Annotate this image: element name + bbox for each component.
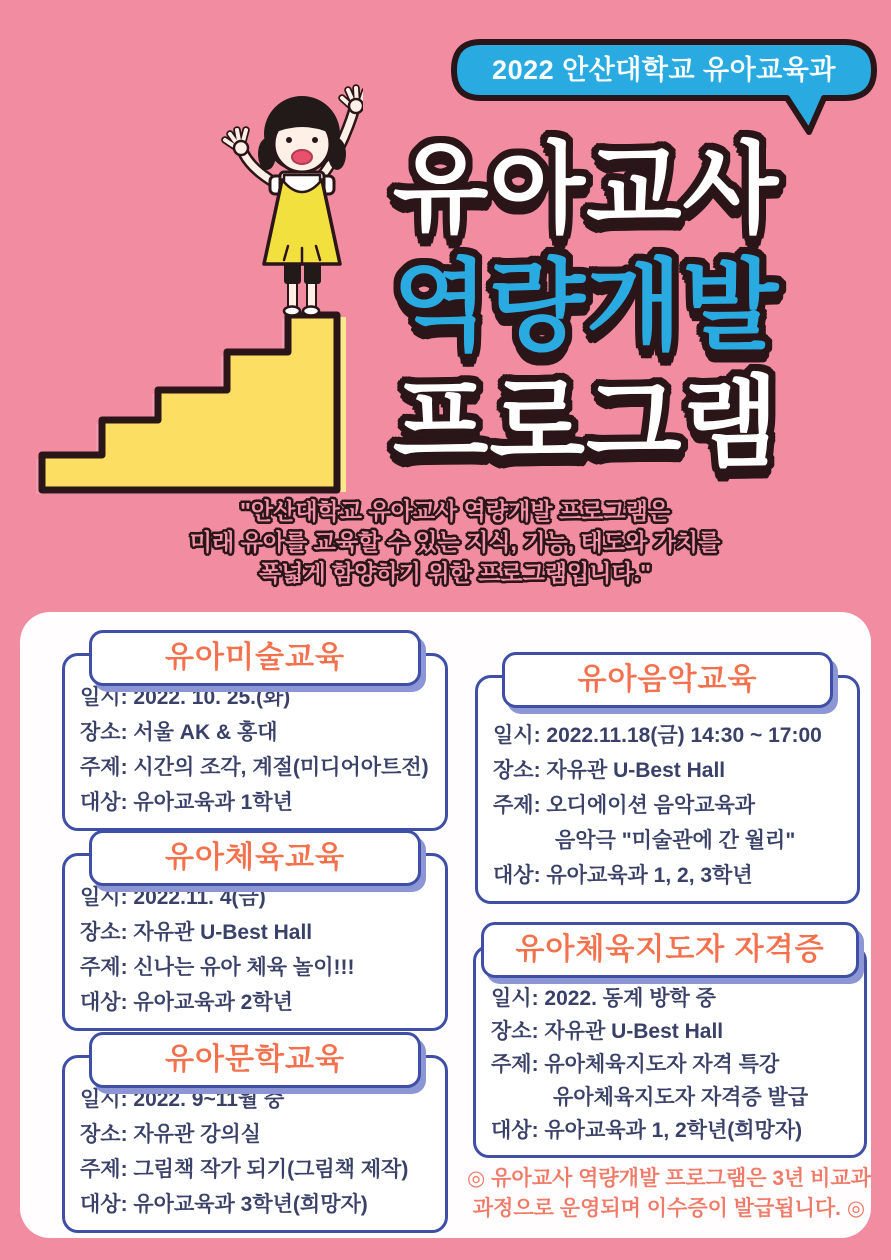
right-hand (342, 88, 363, 113)
badge-label: 2022 안산대학교 유아교육과 (492, 55, 836, 85)
girl-illustration (225, 88, 363, 316)
title-line-3: 프로그램 (392, 367, 780, 478)
card-row-topic: 주제: 오디에이션 음악교육과 (493, 794, 756, 817)
card-art-education (62, 630, 448, 831)
card-title: 유아체육지도자 자격증 (515, 933, 825, 966)
card-row-place: 장소: 자유관 U-Best Hall (491, 1020, 724, 1043)
card-music-education (475, 652, 860, 904)
girl-on-stairs-illustration (18, 78, 363, 503)
card-row-topic-2: 유아체육지도자 자격증 발급 (553, 1086, 809, 1109)
card-physical-education (62, 830, 448, 1031)
card-row-target: 대상: 유아교육과 1, 2학년(희망자) (491, 1119, 803, 1142)
card-row-place: 장소: 자유관 강의실 (80, 1123, 261, 1146)
card-row-place: 장소: 자유관 U-Best Hall (80, 921, 313, 944)
card-row-topic: 주제: 신나는 유아 체육 놀이!!! (80, 956, 355, 979)
card-row-target: 대상: 유아교육과 2학년 (80, 991, 293, 1014)
card-row-date: 일시: 2022. 9~11월 중 (80, 1088, 285, 1111)
card-row-topic: 주제: 그림책 작가 되기(그림책 제작) (80, 1158, 409, 1181)
card-literature-education (62, 1032, 448, 1233)
card-row-target: 대상: 유아교육과 1학년 (80, 791, 293, 814)
title-line-1: 유아교사 (392, 133, 780, 244)
card-art-title-badge (89, 630, 421, 686)
card-row-target: 대상: 유아교육과 3학년(희망자) (80, 1193, 368, 1216)
footer-line-1: ◎ 유아교사 역량개발 프로그램은 3년 비교과 (466, 1167, 872, 1190)
quote-line-2: 미래 유아를 교육할 수 있는 지식, 기능, 태도와 가치를 (189, 529, 721, 555)
card-music-title-badge (502, 652, 833, 708)
card-pe-title-badge (89, 830, 421, 886)
footer-note (454, 1164, 884, 1224)
card-row-place: 장소: 자유관 U-Best Hall (493, 759, 726, 782)
quote-line-1: "안산대학교 유아교사 역량개발 프로그램은 (240, 498, 670, 524)
card-title: 유아음악교육 (577, 663, 758, 696)
stairs-illustration (36, 315, 346, 494)
title-line-2: 역량개발 (392, 250, 780, 361)
card-music-body (475, 675, 860, 904)
card-lit-title-badge (89, 1032, 421, 1088)
year-department-badge (450, 38, 880, 138)
card-row-date: 일시: 2022. 10. 25.(화) (80, 686, 291, 709)
card-pe-instructor-certificate (473, 922, 867, 1158)
poster-title (368, 130, 804, 481)
card-row-place: 장소: 서울 AK & 홍대 (80, 721, 278, 744)
card-row-topic: 주제: 유아체육지도자 자격 특강 (491, 1053, 780, 1076)
card-title: 유아체육교육 (165, 841, 345, 874)
card-row-target: 대상: 유아교육과 1, 2, 3학년 (493, 864, 753, 887)
card-row-topic-2: 음악극 "미술관에 간 월리" (555, 829, 796, 852)
card-row-topic: 주제: 시간의 조각, 계절(미디어아트전) (80, 756, 429, 779)
programs-panel (20, 612, 871, 1238)
left-hand (225, 130, 248, 155)
card-row-date: 일시: 2022. 동계 방학 중 (491, 987, 716, 1010)
card-row-date: 일시: 2022.11. 4(금) (80, 886, 266, 909)
card-cert-title-badge (481, 922, 859, 978)
card-title: 유아미술교육 (165, 641, 345, 674)
card-title: 유아문학교육 (165, 1043, 345, 1076)
intro-quote (105, 496, 805, 589)
card-row-date: 일시: 2022.11.18(금) 14:30 ~ 17:00 (493, 724, 822, 747)
quote-line-3: 폭넓게 함양하기 위한 프로그램입니다." (259, 560, 651, 586)
footer-line-2: 과정으로 운영되며 이수증이 발급됩니다. ◎ (472, 1197, 866, 1220)
